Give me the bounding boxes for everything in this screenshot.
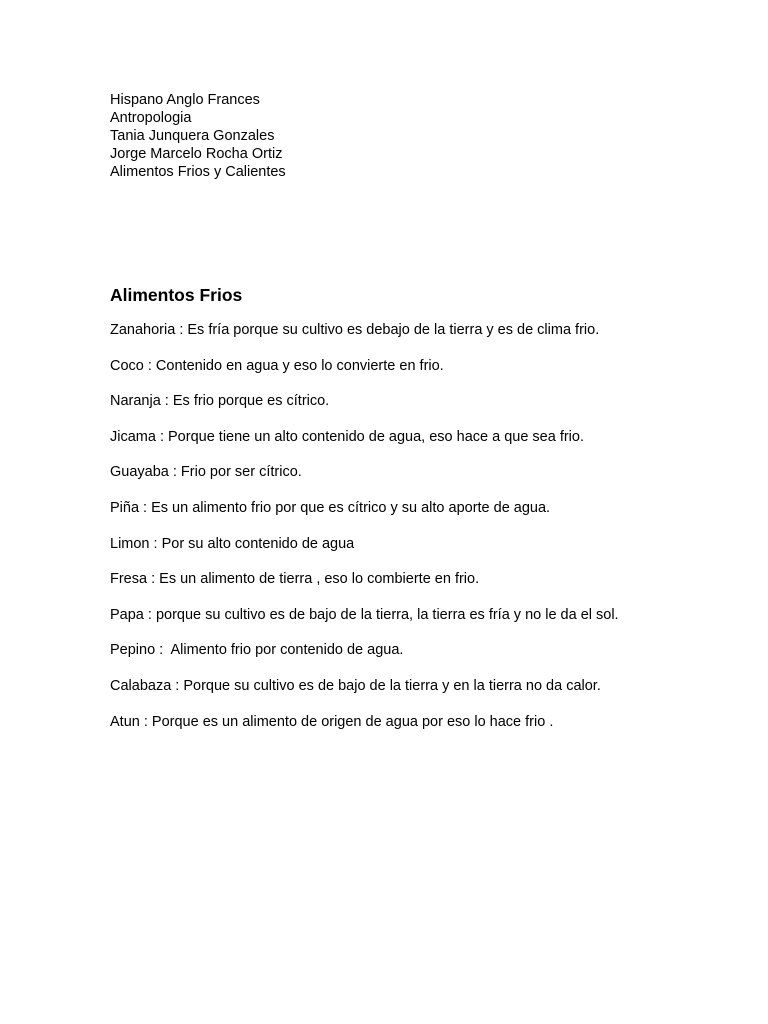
food-entry-limon: Limon : Por su alto contenido de agua <box>110 535 355 552</box>
food-entry-pepino: Pepino : Alimento frio por contenido de agua. <box>110 642 404 659</box>
food-entry-zanahoria: Zanahoria : Es fría porque su cultivo es debajo de la tierra y es de clima frio. <box>110 322 600 338</box>
header-line-author-2: Jorge Marcelo Rocha Ortiz <box>110 146 283 162</box>
document-header <box>110 91 286 181</box>
header-line-topic: Alimentos Frios y Calientes <box>110 164 286 180</box>
food-entry-coco: Coco : Contenido en agua y eso lo convierte en frio. <box>110 357 444 374</box>
header-line-subject: Antropologia <box>110 110 192 126</box>
section-title: Alimentos Frios <box>110 285 243 305</box>
header-line-author-1: Tania Junquera Gonzales <box>110 128 275 144</box>
food-entry-papa: Papa : porque su cultivo es de bajo de la tierra, la tierra es fría y no le da el sol. <box>110 606 619 623</box>
food-entry-guayaba: Guayaba : Frio por ser cítrico. <box>110 464 302 481</box>
food-entry-calabaza: Calabaza : Porque su cultivo es de bajo de la tierra y en la tierra no da calor. <box>110 677 601 694</box>
header-line-school: Hispano Anglo Frances <box>110 92 260 108</box>
food-entry-list <box>110 320 619 747</box>
food-entry-pina: Piña : Es un alimento frio por que es cítrico y su alto aporte de agua. <box>110 499 551 516</box>
food-entry-naranja: Naranja : Es frio porque es cítrico. <box>110 393 330 410</box>
food-entry-atun: Atun : Porque es un alimento de origen de agua por eso lo hace frio . <box>110 713 554 730</box>
food-entry-jicama: Jicama : Porque tiene un alto contenido de agua, eso hace a que sea frio. <box>110 428 584 445</box>
food-entry-fresa: Fresa : Es un alimento de tierra , eso lo combierte en frio. <box>110 571 480 588</box>
